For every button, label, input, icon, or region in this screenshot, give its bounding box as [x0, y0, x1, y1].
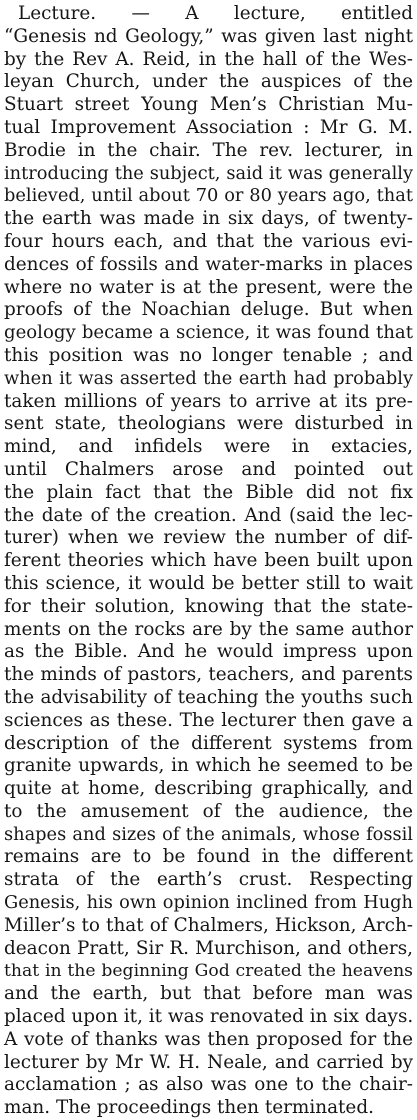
article-line: tual Improvement Association : Mr G. M. [4, 116, 413, 138]
article-line: description of the different systems from [4, 732, 413, 754]
article-line: taken millions of years to arrive at its pre- [4, 390, 413, 412]
article-line: Brodie in the chair. The rev. lecturer, in [4, 139, 413, 161]
article-line: Genesis, his own opinion inclined from Hugh [4, 892, 413, 914]
article-line: Stuart street Young Men’s Christian Mu- [4, 94, 413, 116]
article-line: where no water is at the present, were the [4, 276, 413, 298]
article-line: that in the beginning God created the heavens [4, 961, 413, 982]
article-line: remains are to be found in the different [4, 846, 413, 868]
article-line: until Chalmers arose and pointed out [4, 458, 413, 480]
article-line: as the Bible. And he would impress upon [4, 641, 413, 663]
article-line: sciences as these. The lecturer then gave a [4, 709, 413, 731]
article-line: acclamation ; as also was one to the chair- [4, 1074, 413, 1096]
article-line: Lecture. — A lecture, entitled [18, 3, 413, 24]
article-line: sent state, theologians were disturbed in [4, 413, 413, 435]
article-line: this science, it would be better still to wait [4, 572, 413, 594]
article-line: man. The proceedings then terminated. [4, 1097, 374, 1119]
newspaper-article [4, 3, 413, 1120]
article-line: shapes and sizes of the animals, whose fossil [4, 823, 413, 845]
article-line: deacon Pratt, Sir R. Murchison, and others, [4, 937, 413, 959]
article-line: turer) when we review the number of dif- [4, 527, 413, 549]
article-line: lecturer by Mr W. H. Neale, and carried by [4, 1051, 413, 1073]
article-line: ments on the rocks are by the same author [4, 618, 413, 640]
article-line: geology became a science, it was found that [4, 322, 413, 344]
article-line: introducing the subject, said it was generally [4, 162, 413, 184]
article-line: this position was no longer tenable ; and [4, 344, 413, 366]
article-line: granite upwards, in which he seemed to be [4, 755, 413, 777]
article-line: the date of the creation. And (said the lec- [4, 504, 413, 526]
article-line: mind, and infidels were in extacies, [4, 436, 413, 458]
article-line: leyan Church, under the auspices of the [4, 71, 413, 93]
article-line: quite at home, describing graphically, and [4, 778, 413, 800]
article-line: Miller’s to that of Chalmers, Hickson, Arch- [4, 914, 413, 936]
article-line: strata of the earth’s crust. Respecting [4, 869, 413, 891]
article-line: believed, until about 70 or 80 years ago, that [4, 185, 413, 207]
article-line: when it was asserted the earth had probably [4, 367, 413, 389]
article-line: the plain fact that the Bible did not fix [4, 481, 413, 503]
article-line: A vote of thanks was then proposed for the [4, 1028, 413, 1050]
article-line: for their solution, knowing that the state- [4, 595, 413, 617]
article-line: placed upon it, it was renovated in six days. [4, 1006, 414, 1028]
article-line: and the earth, but that before man was [4, 983, 413, 1005]
article-line: four hours each, and that the various evi- [4, 230, 413, 252]
article-line: the minds of pastors, teachers, and parents [4, 664, 413, 686]
article-line: ferent theories which have been built upon [4, 550, 413, 572]
article-line: proofs of the Noachian deluge. But when [4, 299, 413, 321]
article-line: dences of fossils and water-marks in places [4, 253, 413, 275]
article-line: the advisability of teaching the youths such [4, 686, 413, 708]
article-line: the earth was made in six days, of twenty- [4, 208, 413, 230]
article-line: to the amusement of the audience, the [4, 800, 413, 822]
article-line: by the Rev A. Reid, in the hall of the Wes- [4, 48, 413, 70]
article-line: “Genesis nd Geology,” was given last night [4, 25, 413, 47]
